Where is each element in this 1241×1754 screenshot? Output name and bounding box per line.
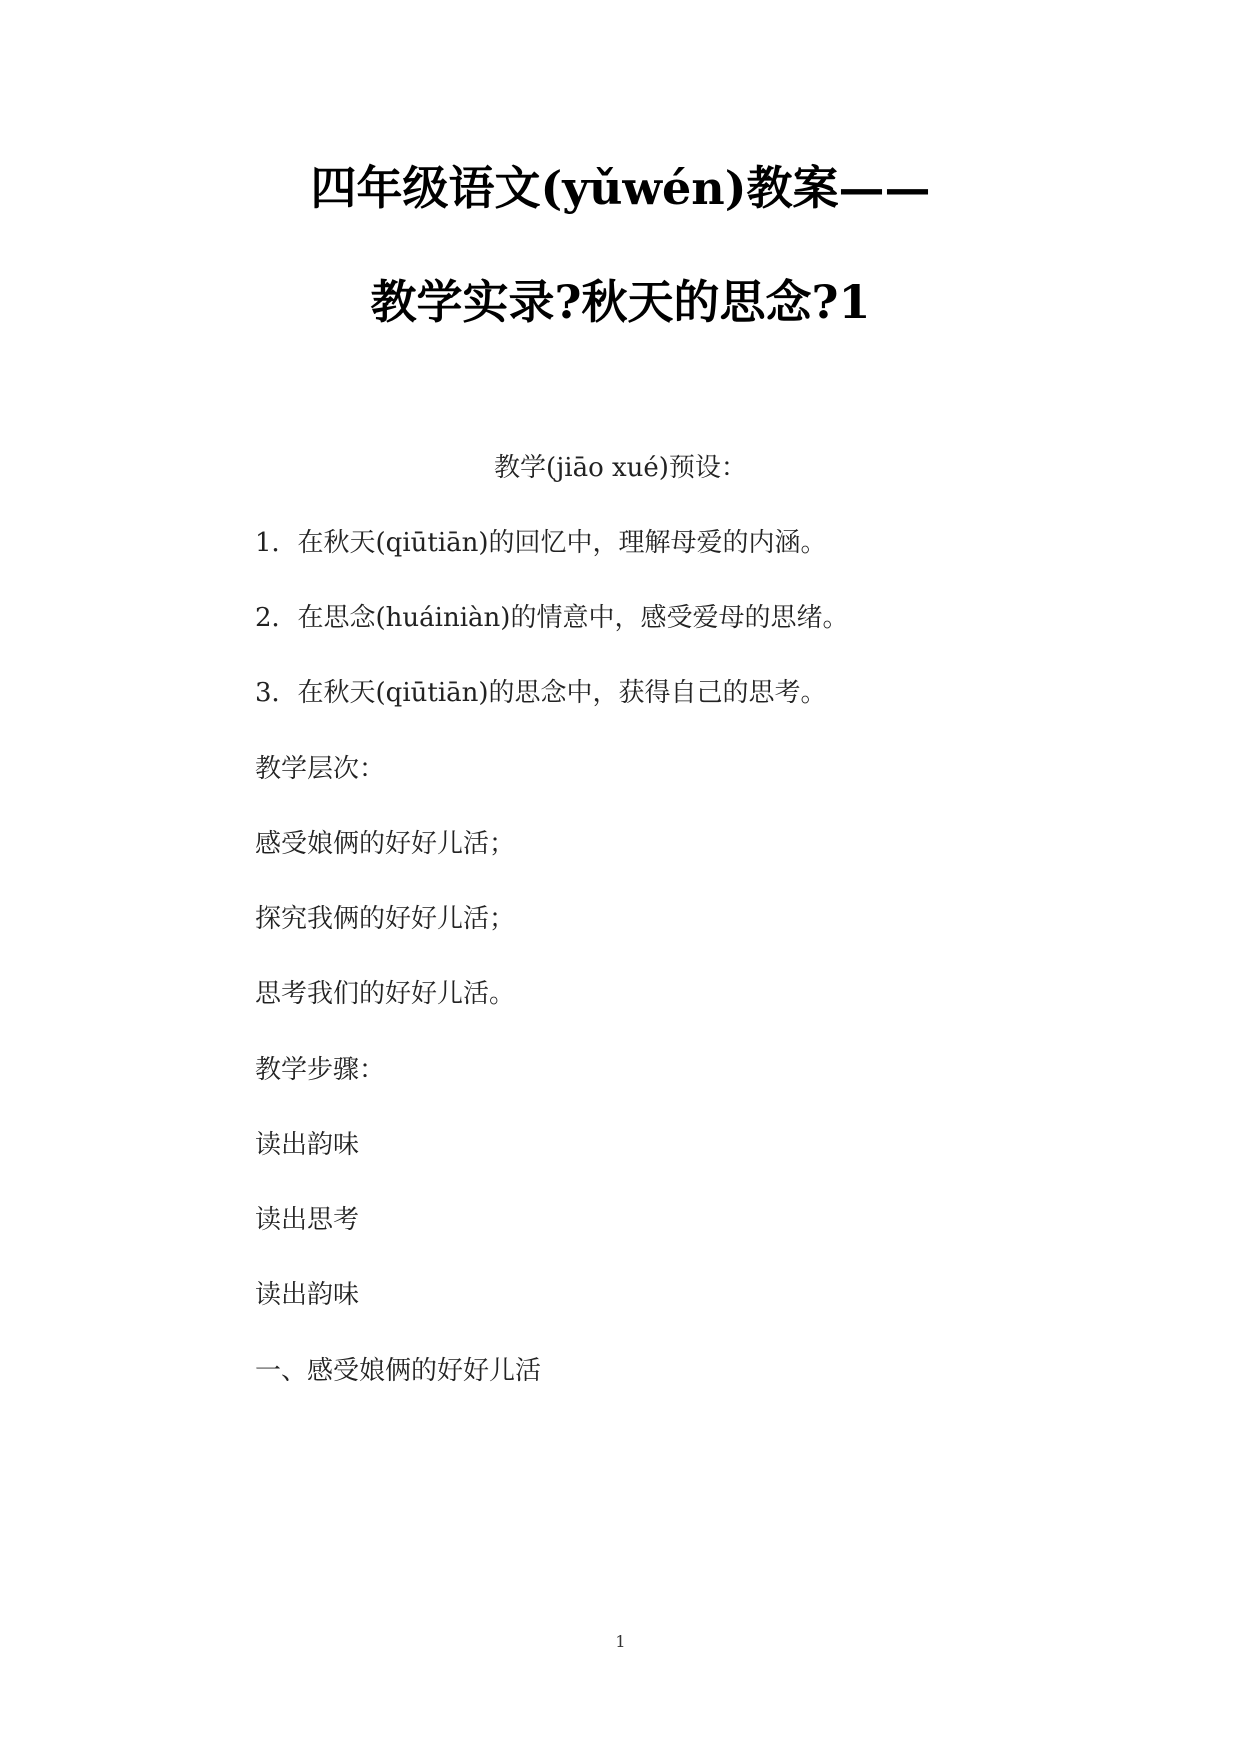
body-line-steps-heading: 教学步骤： (255, 1055, 386, 1085)
body-line-goal-3: 3．在秋天(qiūtiān)的思念中，获得自己的思考。 (255, 678, 827, 708)
body-line-section-1: 一、感受娘俩的好好儿活 (255, 1356, 542, 1386)
body-line-level-2: 探究我俩的好好儿活； (255, 904, 516, 934)
body-line-levels-heading: 教学层次： (255, 754, 386, 784)
teaching-preset-heading: 教学(jiāo xué)预设： (494, 453, 747, 483)
body-line-step-2: 读出思考 (255, 1205, 360, 1235)
body-line-goal-1: 1．在秋天(qiūtiān)的回忆中，理解母爱的内涵。 (255, 528, 827, 558)
body-line-level-1: 感受娘俩的好好儿活； (255, 829, 516, 859)
body-line-step-3: 读出韵味 (255, 1280, 360, 1310)
body-line-level-3: 思考我们的好好儿活。 (255, 979, 516, 1009)
document-title-line-2: 教学实录?秋天的思念?1 (370, 275, 871, 329)
body-line-step-1: 读出韵味 (255, 1130, 360, 1160)
document-title-line-1: 四年级语文(yǔwén)教案—— (310, 161, 931, 215)
page-number: 1 (615, 1632, 626, 1651)
body-line-goal-2: 2．在思念(huáiniàn)的情意中，感受爱母的思绪。 (255, 603, 849, 633)
